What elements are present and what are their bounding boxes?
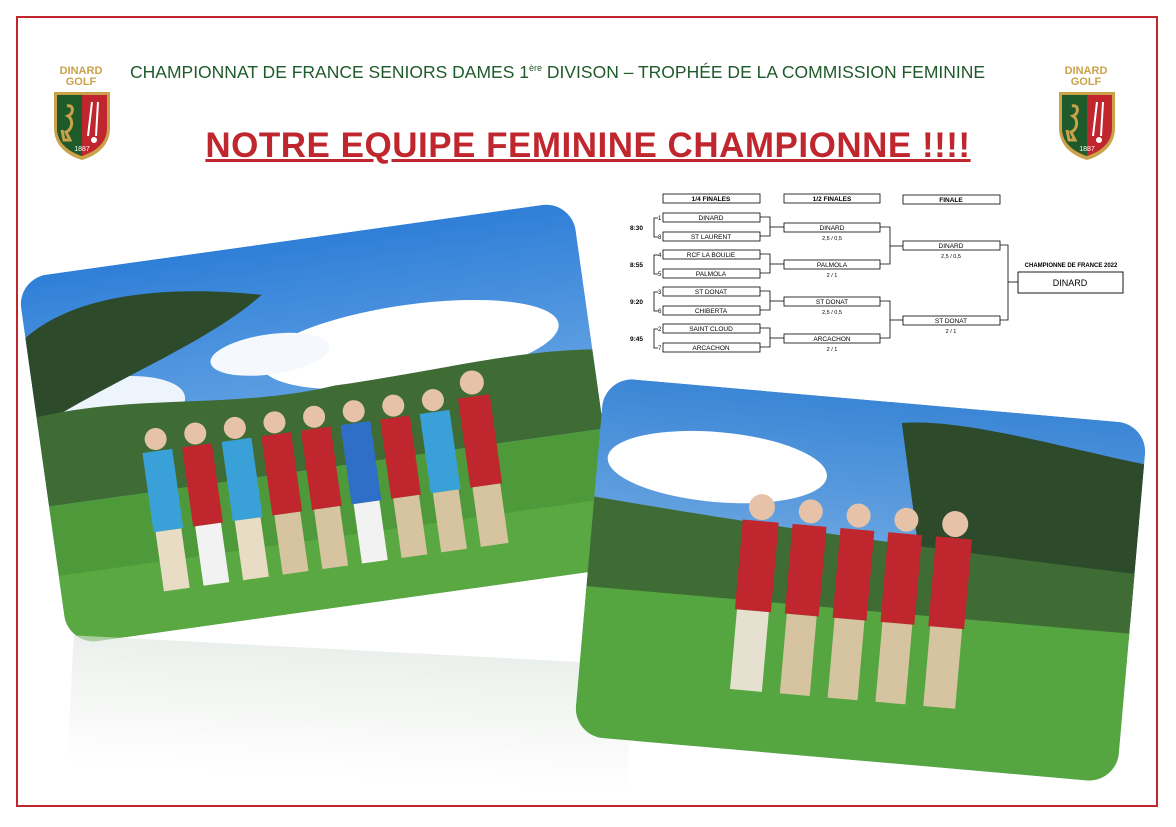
semi-team xyxy=(784,223,880,242)
title-part-1: CHAMPIONNAT DE FRANCE SENIORS DAMES 1 xyxy=(130,62,529,82)
final-team xyxy=(903,241,1000,260)
title-superscript: ère xyxy=(529,63,543,74)
team-name: PALMOLA xyxy=(816,262,848,269)
team-name: SAINT CLOUD xyxy=(689,326,733,333)
quarter-times xyxy=(630,225,643,343)
logo-brand-line2: GOLF xyxy=(1070,76,1102,88)
semi-team xyxy=(784,297,880,316)
team-seed: 3 xyxy=(658,290,662,296)
round-label-semi: 1/2 FINALES xyxy=(812,196,852,203)
headline: NOTRE EQUIPE FEMININE CHAMPIONNE !!!! xyxy=(205,126,971,165)
championship-title xyxy=(130,62,1050,83)
quarter-connectors xyxy=(760,217,784,347)
quarter-team xyxy=(658,213,760,222)
round-label-quarter: 1/4 FINALES xyxy=(691,196,731,203)
title-part-2: DIVISON – TROPHÉE DE LA COMMISSION FEMININE xyxy=(542,62,986,82)
team-photo-left xyxy=(17,201,623,645)
team-photo-right xyxy=(573,377,1147,783)
team-seed: 5 xyxy=(658,272,662,278)
match-score: 2 / 1 xyxy=(826,273,838,279)
team-name: ST LAURENT xyxy=(690,234,732,241)
final-boxes xyxy=(903,241,1000,335)
quarter-final-boxes xyxy=(658,213,760,352)
quarter-team xyxy=(658,269,760,278)
quarter-team xyxy=(658,324,760,333)
match-score: 2,5 / 0,5 xyxy=(941,254,961,260)
logo-year: 1887 xyxy=(74,146,90,153)
logo-brand-line2: GOLF xyxy=(65,76,97,88)
team-name: ARCACHON xyxy=(813,336,851,343)
team-seed: 7 xyxy=(658,346,662,352)
match-score: 2,5 / 0,5 xyxy=(822,236,842,242)
logo-brand-line1: DINARD xyxy=(59,65,103,77)
logo-brand-line1: DINARD xyxy=(1064,65,1108,77)
team-name: RCF LA BOULIE xyxy=(686,252,736,259)
semi-team xyxy=(784,334,880,353)
quarter-team xyxy=(658,343,760,352)
team-photo-left-image xyxy=(17,201,623,645)
logo-year: 1887 xyxy=(1079,146,1095,153)
logo-brand-text xyxy=(1053,66,1119,88)
champion-name: DINARD xyxy=(1052,278,1088,288)
match-score: 2 / 1 xyxy=(945,329,957,335)
team-seed: 2 xyxy=(658,327,662,333)
semi-team xyxy=(784,260,880,279)
quarter-team xyxy=(658,306,760,315)
team-seed: 6 xyxy=(658,309,662,315)
round-label-final: FINALE xyxy=(939,197,963,204)
team-name: DINARD xyxy=(819,225,845,232)
match-score: 2 / 1 xyxy=(826,347,838,353)
team-seed: 1 xyxy=(658,216,662,222)
tournament-bracket xyxy=(620,190,1140,360)
team-photo-right-image xyxy=(573,377,1147,783)
semi-connectors xyxy=(880,227,903,338)
round-headers xyxy=(663,194,1000,204)
semi-final-boxes xyxy=(784,223,880,353)
team-seed: 4 xyxy=(658,253,662,259)
team-name: ST DONAT xyxy=(694,289,728,296)
final-team xyxy=(903,316,1000,335)
team-name: ST DONAT xyxy=(934,318,968,325)
team-name: DINARD xyxy=(938,243,964,250)
match-time: 8:55 xyxy=(630,262,644,269)
match-time: 8:30 xyxy=(630,225,644,232)
team-name: ST DONAT xyxy=(815,299,849,306)
logo-brand-text xyxy=(48,66,114,88)
team-name: PALMOLA xyxy=(695,271,727,278)
match-score: 2,5 / 0,5 xyxy=(822,310,842,316)
match-time: 9:45 xyxy=(630,336,644,343)
final-connectors xyxy=(1000,245,1018,320)
quarter-team xyxy=(658,250,760,259)
champion-block xyxy=(1018,263,1123,293)
team-seed: 8 xyxy=(658,235,662,241)
team-name: CHIBERTA xyxy=(694,308,728,315)
team-name: DINARD xyxy=(698,215,724,222)
quarter-team xyxy=(658,232,760,241)
team-name: ARCACHON xyxy=(692,345,730,352)
quarter-team xyxy=(658,287,760,296)
champion-label: CHAMPIONNE DE FRANCE 2022 xyxy=(1024,263,1118,269)
match-time: 9:20 xyxy=(630,299,644,306)
